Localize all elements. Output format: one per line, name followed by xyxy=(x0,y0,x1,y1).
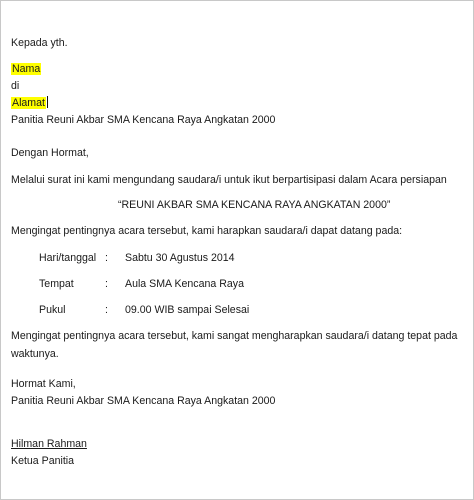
intro-paragraph: Melalui surat ini kami mengundang saudara/i untuk ikut berpartisipasi dalam Acara persiapan xyxy=(11,174,447,186)
greeting-to: Kepada yth. xyxy=(11,37,68,49)
regards: Hormat Kami, xyxy=(11,378,76,390)
salutation: Dengan Hormat, xyxy=(11,147,89,159)
detail-sep: : xyxy=(105,278,108,290)
event-title: “REUNI AKBAR SMA KENCANA RAYA ANGKATAN 2000” xyxy=(118,199,391,211)
detail-sep: : xyxy=(105,252,108,264)
detail-sep: : xyxy=(105,304,108,316)
regards-committee: Panitia Reuni Akbar SMA Kencana Raya Angkatan 2000 xyxy=(11,395,276,407)
recipient-name-highlight: Nama xyxy=(12,63,41,75)
signer-name: Hilman Rahman xyxy=(11,438,87,450)
recipient-address xyxy=(11,96,48,110)
closing-paragraph-line2: waktunya. xyxy=(11,348,59,360)
recipient-di: di xyxy=(11,80,20,92)
detail-label: Pukul xyxy=(39,304,66,316)
detail-label: Hari/tanggal xyxy=(39,252,97,264)
signer-title: Ketua Panitia xyxy=(11,455,75,467)
recipient-address-highlight: Alamat xyxy=(12,97,45,109)
detail-label: Tempat xyxy=(39,278,74,290)
detail-row-place xyxy=(39,277,244,291)
detail-row-date xyxy=(39,251,235,265)
detail-row-time xyxy=(39,303,249,317)
request-paragraph: Mengingat pentingnya acara tersebut, kami harapkan saudara/i dapat datang pada: xyxy=(11,225,403,237)
closing-paragraph-line1: Mengingat pentingnya acara tersebut, kami sangat mengharapkan saudara/i datang tepat pada xyxy=(11,330,458,342)
detail-value: 09.00 WIB sampai Selesai xyxy=(125,304,250,316)
detail-value: Sabtu 30 Agustus 2014 xyxy=(125,252,235,264)
detail-value: Aula SMA Kencana Raya xyxy=(125,278,244,290)
recipient-name xyxy=(11,62,41,76)
sender-committee: Panitia Reuni Akbar SMA Kencana Raya Angkatan 2000 xyxy=(11,114,276,126)
text-cursor xyxy=(47,96,48,108)
